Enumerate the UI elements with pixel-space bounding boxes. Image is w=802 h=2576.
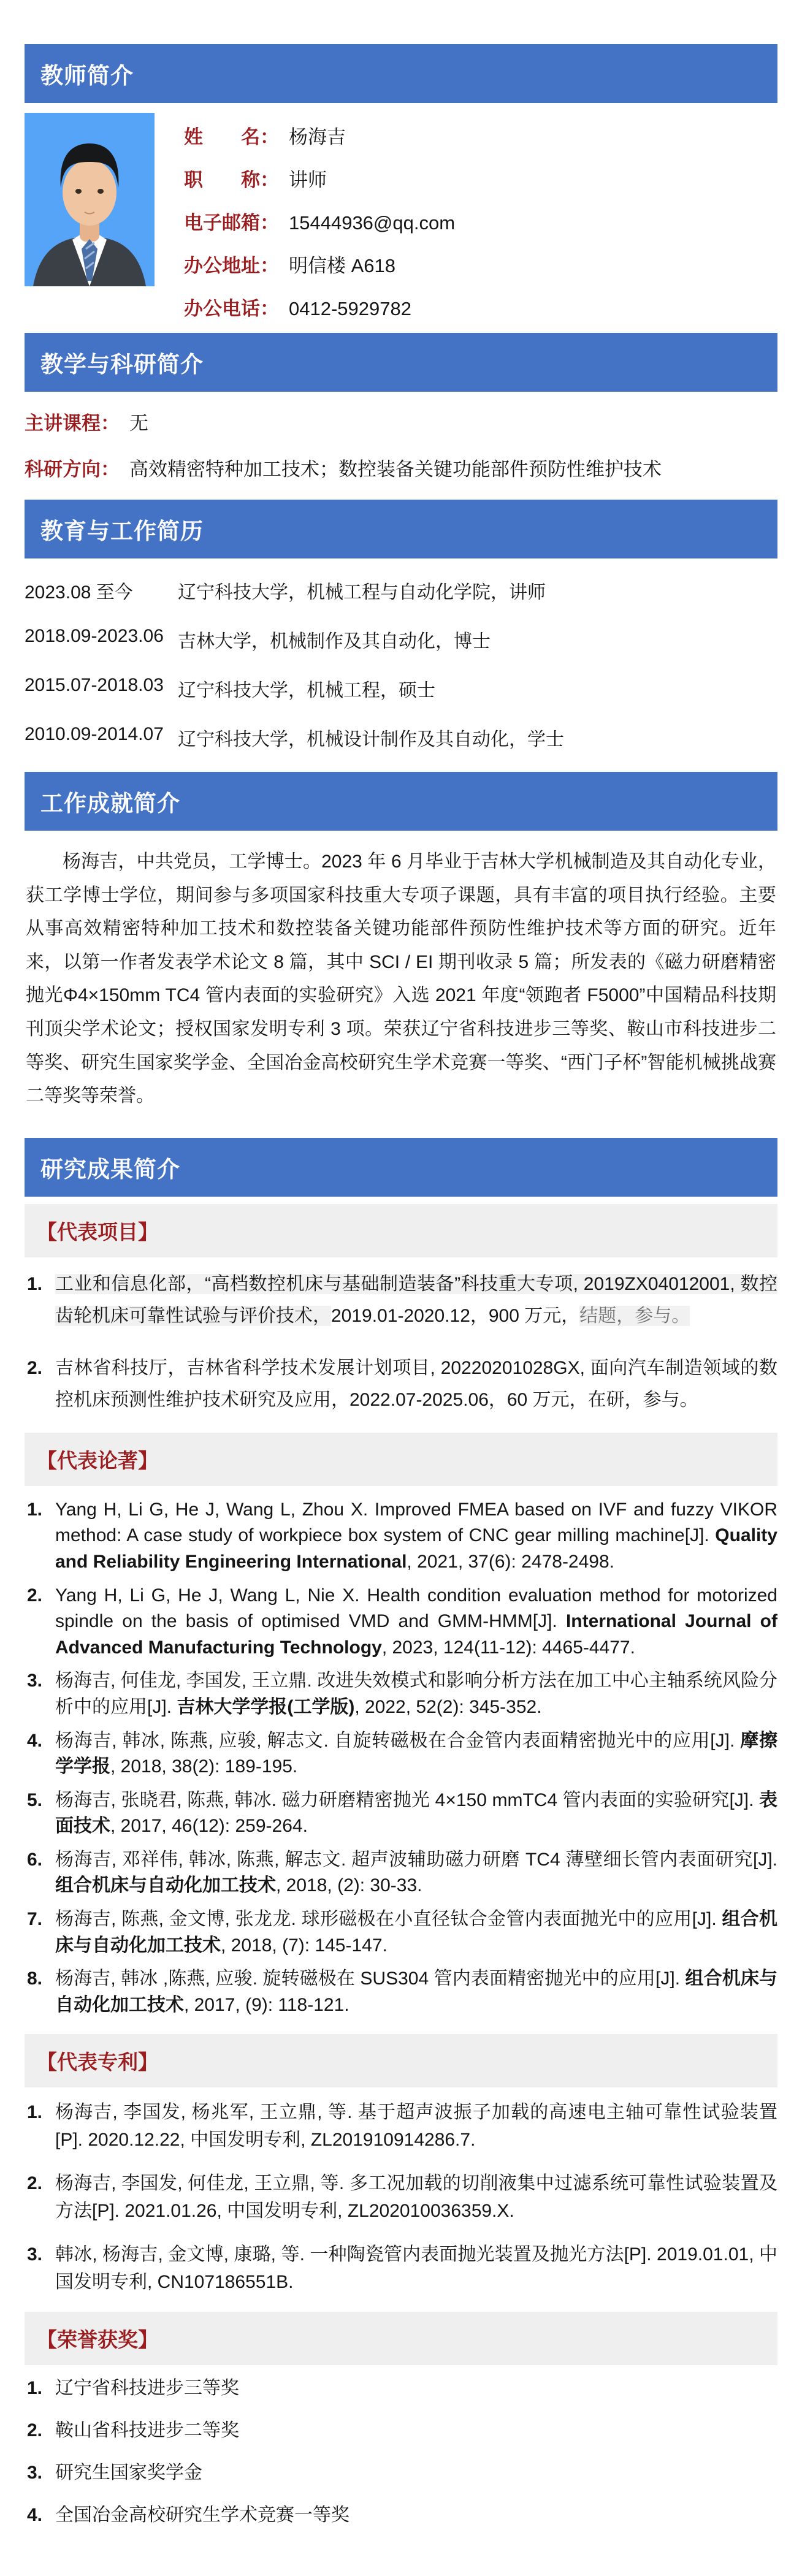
publication-citation: 杨海吉, 陈燕, 金文博, 张龙龙. 球形磁极在小直径钛合金管内表面抛光中的应用[J]. <box>55 1909 722 1930</box>
patents-list <box>25 2098 777 2296</box>
publication-number: 1. <box>27 1499 43 1520</box>
publication-citation-tail: , 2018, 38(2): 189-195. <box>110 1756 298 1777</box>
courses-row <box>25 408 777 435</box>
teacher-photo-image <box>25 113 155 286</box>
publication-citation: 杨海吉, 张晓君, 陈燕, 韩冰. 磁力研磨精密抛光 4×150 mmTC4 管内表面的实验研究[J]. <box>55 1789 759 1810</box>
award-number: 1. <box>27 2378 43 2399</box>
patent-number: 1. <box>27 2102 43 2123</box>
award-number: 4. <box>27 2505 43 2526</box>
section-title-history: 教育与工作简历 <box>40 519 204 544</box>
field-office-address-value: 明信楼 A618 <box>289 255 396 276</box>
patent-item <box>25 2170 777 2225</box>
research-direction-value: 高效精密特种加工技术；数控装备关键功能部件预防性维护技术 <box>129 459 662 480</box>
history-period: 2018.09-2023.06 <box>25 626 164 646</box>
field-office-address <box>184 250 455 278</box>
publication-citation-tail: , 2017, 46(12): 259-264. <box>110 1816 308 1837</box>
publication-number: 7. <box>27 1909 43 1930</box>
patent-text: 杨海吉, 李国发, 何佳龙, 王立鼎, 等. 多工况加载的切削液集中过滤系统可靠性试验装置及方法[P]. 2021.01.26, 中国发明专利, ZL202010036359.X. <box>55 2173 777 2222</box>
section-title-achievements: 工作成就简介 <box>40 791 180 816</box>
publication-citation-tail: , 2023, 124(11-12): 4465-4477. <box>381 1637 635 1658</box>
publication-number: 8. <box>27 1968 43 1989</box>
publication-journal: 组合机床与自动化加工技术 <box>55 1875 276 1896</box>
field-office-phone-label: 办公电话： <box>184 298 279 319</box>
projects-heading-band <box>25 1204 777 1257</box>
publication-number: 5. <box>27 1789 43 1810</box>
publication-journal: Quality and Reliability Engineering International <box>55 1525 777 1572</box>
publication-item <box>25 1907 777 1959</box>
patent-number: 2. <box>27 2173 43 2194</box>
section-title-research: 研究成果简介 <box>40 1156 180 1182</box>
history-entry <box>25 724 777 751</box>
awards-heading: 【荣誉获奖】 <box>37 2328 158 2352</box>
award-item <box>25 2503 777 2527</box>
field-title <box>184 164 455 192</box>
publication-item <box>25 1966 777 2018</box>
publication-journal: 组合机床与自动化加工技术 <box>55 1909 777 1956</box>
publication-journal: International Journal of Advanced Manufacturing Technology <box>55 1611 777 1658</box>
project-number: 2. <box>27 1357 43 1378</box>
field-office-phone <box>184 293 455 321</box>
publication-citation-tail: , 2018, (7): 145-147. <box>221 1935 388 1956</box>
teacher-photo <box>25 113 155 286</box>
publication-item <box>25 1847 777 1899</box>
research-direction-label: 科研方向： <box>25 459 120 480</box>
project-text: 2019.01-2020.12，900 万元， <box>331 1306 580 1327</box>
publication-citation-tail: , 2017, (9): 118-121. <box>184 1994 349 2015</box>
award-text: 鞍山省科技进步二等奖 <box>55 2420 239 2441</box>
project-text-highlighted: 结题，参与。 <box>579 1306 690 1327</box>
field-email-label: 电子邮箱： <box>184 212 279 234</box>
history-entry <box>25 577 777 604</box>
field-email <box>184 207 455 235</box>
profile-block <box>25 113 777 321</box>
field-title-value: 讲师 <box>289 169 327 191</box>
publication-citation: 杨海吉, 韩冰, 陈燕, 应骏, 解志文. 自旋转磁极在合金管内表面精密抛光中的应用[J]. <box>55 1730 741 1751</box>
project-number: 1. <box>27 1273 43 1294</box>
history-period: 2010.09-2014.07 <box>25 724 164 744</box>
history-detail: 吉林大学，机械制作及其自动化，博士 <box>178 631 491 652</box>
history-period: 2015.07-2018.03 <box>25 675 164 695</box>
patent-text: 韩冰, 杨海吉, 金文博, 康璐, 等. 一种陶瓷管内表面抛光装置及抛光方法[P]. 2019.01.01, 中国发明专利, CN107186551B. <box>55 2244 777 2293</box>
field-name-value: 杨海吉 <box>289 126 346 148</box>
award-item <box>25 2461 777 2485</box>
publication-citation: 杨海吉, 何佳龙, 李国发, 王立鼎. 改进失效模式和影响分析方法在加工中心主轴系统风险分析中的应用[J]. <box>55 1671 777 1717</box>
publication-item <box>25 1728 777 1780</box>
publication-citation: 杨海吉, 韩冰 ,陈燕, 应骏. 旋转磁极在 SUS304 管内表面精密抛光中的应用[J]. <box>55 1968 686 1989</box>
publication-journal: 吉林大学学报(工学版) <box>177 1696 355 1717</box>
awards-list <box>25 2376 777 2527</box>
award-text: 辽宁省科技进步三等奖 <box>55 2378 239 2399</box>
history-detail: 辽宁科技大学，机械设计制作及其自动化，学士 <box>178 730 564 750</box>
history-entry <box>25 675 777 702</box>
profile-info <box>155 113 455 321</box>
publication-item <box>25 1583 777 1661</box>
field-name <box>184 121 455 149</box>
publication-number: 6. <box>27 1849 43 1870</box>
section-banner-profile <box>25 44 777 103</box>
field-name-label: 姓 名： <box>184 126 279 148</box>
publication-number: 4. <box>27 1730 43 1751</box>
publication-citation: Yang H, Li G, He J, Wang L, Nie X. Health condition evaluation method for motorized spindle on the basis of optimised VMD and GMM-HMM[J]. <box>55 1585 777 1632</box>
award-number: 2. <box>27 2420 43 2441</box>
field-title-label: 职 称： <box>184 169 279 191</box>
publication-citation: 杨海吉, 邓祥伟, 韩冰, 陈燕, 解志文. 超声波辅助磁力研磨 TC4 薄壁细长管内表面研究[J]. <box>55 1849 777 1870</box>
publication-number: 3. <box>27 1671 43 1691</box>
history-period: 2023.08 至今 <box>25 582 133 603</box>
field-email-value: 15444936@qq.com <box>289 212 456 234</box>
publication-journal: 摩擦学学报 <box>55 1730 777 1777</box>
courses-label: 主讲课程： <box>25 413 120 434</box>
publications-heading-band <box>25 1433 777 1486</box>
history-entry <box>25 626 777 653</box>
project-text-highlighted: 工业和信息化部，“高档数控机床与基础制造装备”科技重大专项, 2019ZX04012001, 数控齿轮机床可靠性试验与评价技术， <box>55 1273 777 1327</box>
project-item <box>25 1268 777 1333</box>
patent-item <box>25 2241 777 2296</box>
publications-heading: 【代表论著】 <box>37 1449 158 1472</box>
projects-list <box>25 1268 777 1417</box>
section-title-profile: 教师简介 <box>40 63 134 88</box>
publications-list <box>25 1497 777 2019</box>
section-banner-achievements <box>25 772 777 831</box>
publication-item <box>25 1788 777 1840</box>
history-detail: 辽宁科技大学，机械工程与自动化学院，讲师 <box>178 582 546 603</box>
publication-citation-tail: , 2021, 37(6): 2478-2498. <box>407 1551 615 1572</box>
courses-value: 无 <box>129 413 148 434</box>
achievements-paragraph: 杨海吉，中共党员，工学博士。2023 年 6 月毕业于吉林大学机械制造及其自动化专业，获工学博士学位，期间参与多项国家科技重大专项子课题，具有丰富的项目执行经验。主要从事高效精密特种加工技术和数控装备关键功能部件预防性维护技术等方面的研究。近年来，以第一作者发表学术论文 8 篇，其中 SCI / EI 期刊收录 5 篇；所发表的《磁力研磨精密抛光Φ4×150mm TC4 管内表面的实验研究》入选 2021 年度“领跑者 F5000”中国精品科技期刊顶尖学术论文；授权国家发明专利 3 项。荣获辽宁省科技进步三等奖、鞍山市科技进步二等奖、研究生国家奖学金、全国冶金高校研究生学术竞赛一等奖、“西门子杯”智能机械挑战赛二等奖等荣誉。 <box>26 852 776 1107</box>
publication-journal: 组合机床与自动化加工技术 <box>55 1968 777 2015</box>
section-banner-history <box>25 500 777 558</box>
section-banner-research <box>25 1138 777 1197</box>
award-number: 3. <box>27 2463 43 2483</box>
projects-heading: 【代表项目】 <box>37 1220 158 1243</box>
patents-heading-band <box>25 2034 777 2087</box>
publication-number: 2. <box>27 1585 43 1606</box>
award-item <box>25 2376 777 2400</box>
awards-heading-band <box>25 2312 777 2365</box>
section-banner-teaching <box>25 333 777 392</box>
patent-text: 杨海吉, 李国发, 杨兆军, 王立鼎, 等. 基于超声波振子加载的高速电主轴可靠性试验装置[P]. 2020.12.22, 中国发明专利, ZL201910914286.7. <box>55 2102 777 2151</box>
field-office-address-label: 办公地址： <box>184 255 279 276</box>
award-item <box>25 2418 777 2442</box>
history-detail: 辽宁科技大学，机械工程，硕士 <box>178 680 435 701</box>
publication-item <box>25 1668 777 1720</box>
project-text: 吉林省科技厅，吉林省科学技术发展计划项目, 20220201028GX, 面向汽车制造领域的数控机床预测性维护技术研究及应用，2022.07-2025.06，60 万元，在研，参与。 <box>55 1357 777 1411</box>
publication-citation-tail: , 2022, 52(2): 345-352. <box>354 1696 542 1717</box>
project-item <box>25 1352 777 1417</box>
patent-number: 3. <box>27 2244 43 2265</box>
award-text: 全国冶金高校研究生学术竞赛一等奖 <box>55 2505 349 2526</box>
publication-citation-tail: , 2018, (2): 30-33. <box>276 1875 422 1896</box>
publication-item <box>25 1497 777 1576</box>
publication-journal: 表面技术 <box>55 1789 777 1837</box>
award-text: 研究生国家奖学金 <box>55 2463 202 2483</box>
research-direction-row <box>25 454 777 481</box>
history-list <box>25 577 777 751</box>
section-title-teaching: 教学与科研简介 <box>40 352 204 377</box>
patents-heading: 【代表专利】 <box>37 2051 158 2074</box>
publication-citation: Yang H, Li G, He J, Wang L, Zhou X. Improved FMEA based on IVF and fuzzy VIKOR method: A case study of workpiece box system of CNC gear milling machine[J]. <box>55 1499 777 1546</box>
field-office-phone-value: 0412-5929782 <box>289 298 411 319</box>
